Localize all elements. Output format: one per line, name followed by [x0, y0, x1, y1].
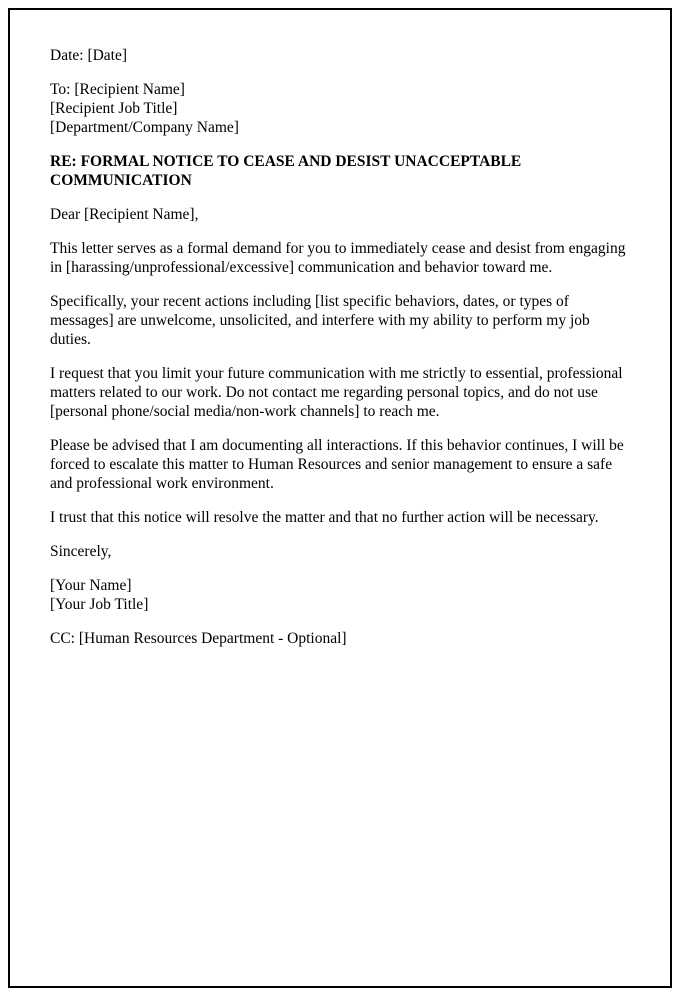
body-paragraph-1: This letter serves as a formal demand for you to immediately cease and desist from engaging in [harassing/unprofessional/excessive] communication and behavior toward me. — [50, 240, 626, 276]
salutation: Dear [Recipient Name], — [50, 206, 199, 223]
cc-line: CC: [Human Resources Department - Optional] — [50, 630, 347, 647]
letter-content — [10, 10, 670, 648]
subject-line: RE: FORMAL NOTICE TO CEASE AND DESIST UNACCEPTABLE COMMUNICATION — [50, 153, 522, 189]
recipient-to-line: To: [Recipient Name] — [50, 81, 185, 98]
date-line: Date: [Date] — [50, 47, 128, 64]
signature-title-line: [Your Job Title] — [50, 596, 149, 613]
body-paragraph-2: Specifically, your recent actions including [list specific behaviors, dates, or types of messages] are unwelcome, unsolicited, and interfere with my ability to perform my job duties. — [50, 293, 590, 348]
recipient-job-title-line: [Recipient Job Title] — [50, 100, 178, 117]
recipient-block — [50, 80, 630, 137]
body-paragraph-3: I request that you limit your future communication with me strictly to essential, professional matters related to our work. Do not contact me regarding personal topics, and do not use [personal phone/social media/non-work channels] to reach me. — [50, 365, 623, 420]
body-paragraph-4: Please be advised that I am documenting all interactions. If this behavior continues, I will be forced to escalate this matter to Human Resources and senior management to ensure a safe and professional work environment. — [50, 437, 624, 492]
letter-page — [8, 8, 672, 988]
closing: Sincerely, — [50, 543, 112, 560]
body-paragraph-5: I trust that this notice will resolve the matter and that no further action will be necessary. — [50, 509, 599, 526]
signature-block — [50, 576, 630, 614]
signature-name-line: [Your Name] — [50, 577, 132, 594]
recipient-department-line: [Department/Company Name] — [50, 119, 239, 136]
